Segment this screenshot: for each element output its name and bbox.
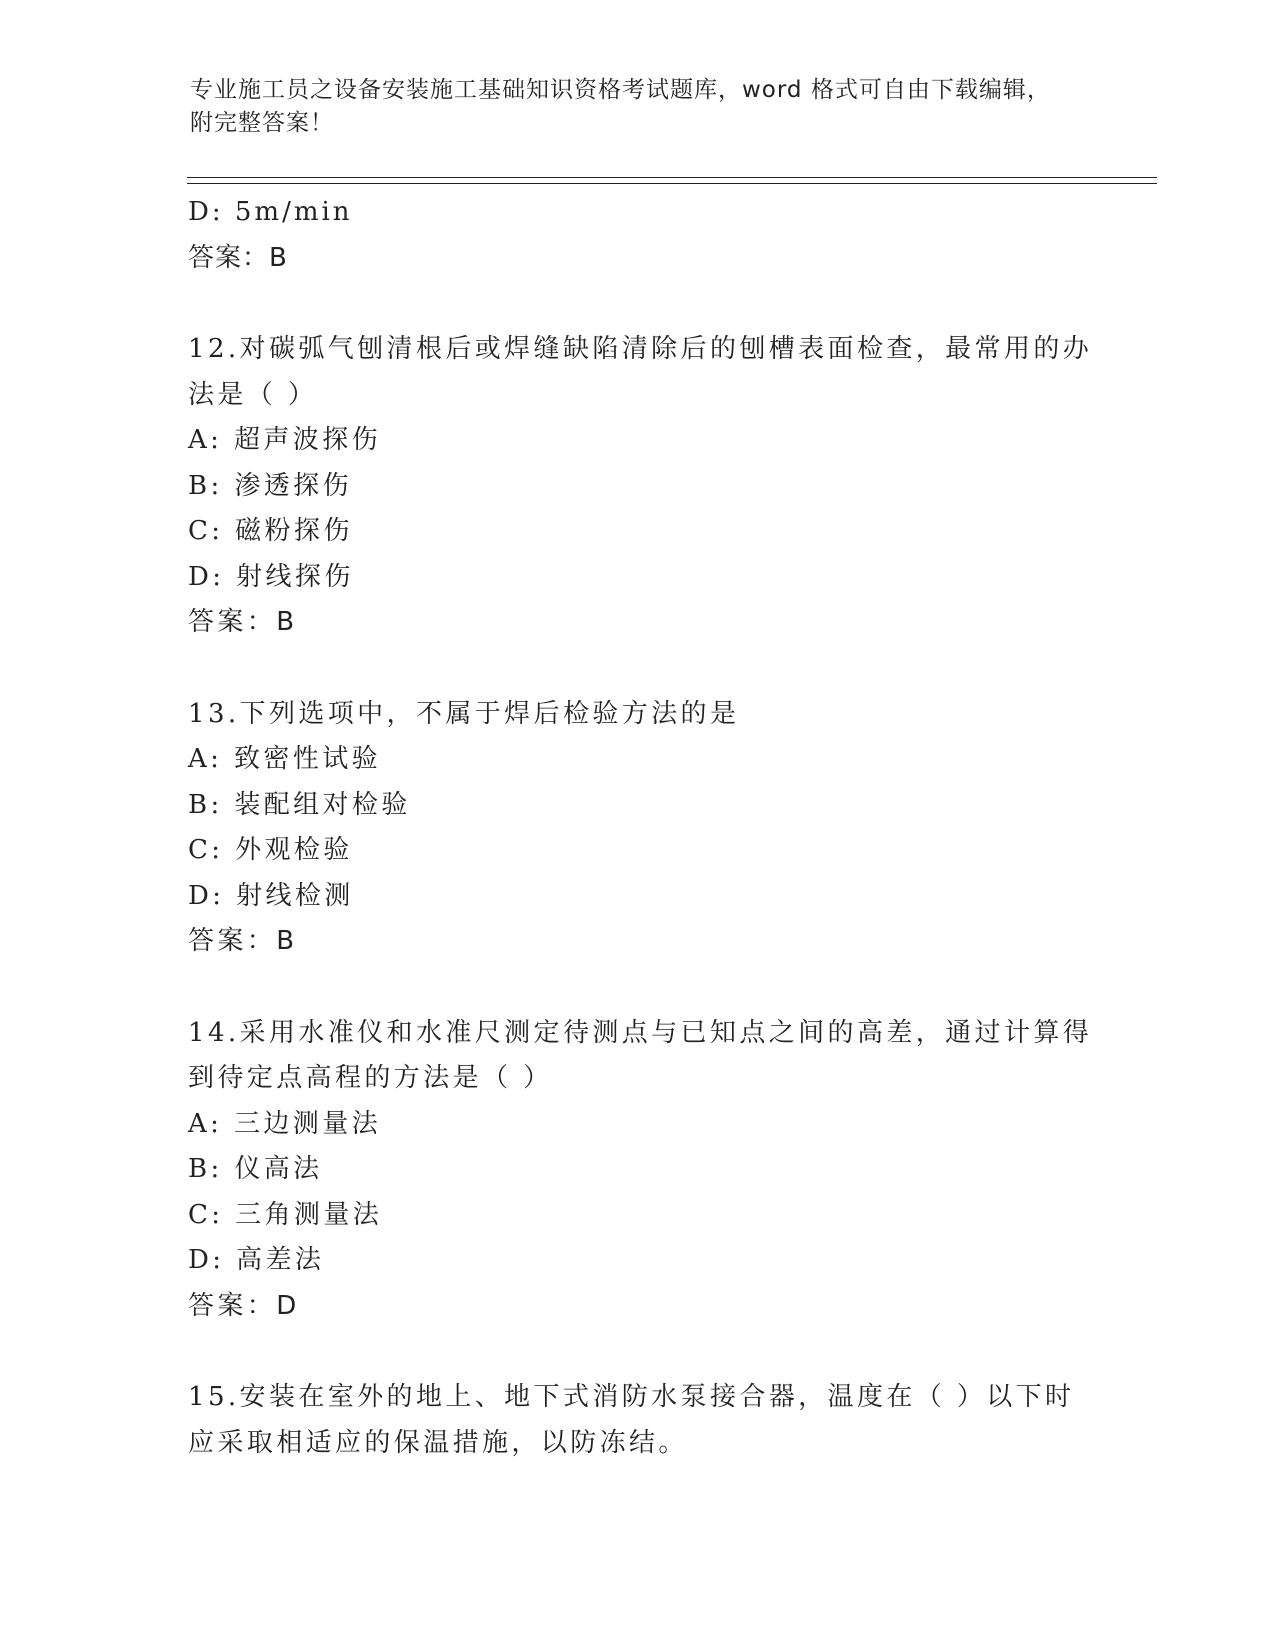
option-b: B: 装配组对检验 [188, 789, 411, 820]
question-stem-line: 应采取相适应的保温措施，以防冻结。 [188, 1427, 688, 1458]
option-c: C: 外观检验 [188, 835, 353, 865]
option-a: A: 超声波探伤 [188, 425, 382, 455]
header-line-1: 专业施工员之设备安装施工基础知识资格考试题库，word 格式可自由下载编辑， [190, 77, 1051, 103]
spacer [188, 1329, 1088, 1375]
option-d: D: 5m/min [188, 197, 353, 227]
question-stem-line: 15.安装在室外的地上、地下式消防水泵接合器，温度在（ ）以下时 [188, 1382, 1075, 1412]
question-stem-line: 法是（ ） [188, 379, 318, 410]
answer-line: 答案：D [188, 1290, 300, 1321]
question-15 [188, 1375, 1088, 1466]
option-c: C: 三角测量法 [188, 1199, 383, 1230]
previous-question-tail [188, 190, 1088, 281]
question-12 [188, 327, 1093, 646]
answer-line: 答案：B [188, 242, 288, 273]
option-d: D: 射线探伤 [188, 561, 354, 592]
question-stem-line: 12.对碳弧气刨清根后或焊缝缺陷清除后的刨槽表面检查，最常用的办 [188, 334, 1093, 364]
option-b: B: 渗透探伤 [188, 470, 352, 501]
header-divider-top [187, 177, 1157, 178]
question-14 [188, 1011, 1093, 1330]
spacer [188, 965, 1088, 1011]
document-header [190, 74, 1090, 140]
spacer [188, 646, 1088, 692]
document-body [188, 190, 1093, 1466]
question-13 [188, 692, 1088, 965]
option-a: A: 三边测量法 [188, 1108, 382, 1139]
header-line-2: 附完整答案！ [190, 110, 334, 136]
question-stem-line: 到待定点高程的方法是（ ） [188, 1063, 553, 1093]
answer-line: 答案：B [188, 607, 298, 637]
spacer [188, 281, 1088, 327]
answer-line: 答案：B [188, 926, 298, 956]
option-b: B: 仪高法 [188, 1154, 323, 1184]
option-c: C: 磁粉探伤 [188, 516, 353, 546]
option-a: A: 致密性试验 [188, 744, 382, 774]
option-d: D: 射线检测 [188, 880, 354, 911]
header-divider-bottom [187, 183, 1157, 184]
question-stem-line: 14.采用水准仪和水准尺测定待测点与已知点之间的高差，通过计算得 [188, 1017, 1093, 1048]
question-stem-line: 13.下列选项中，不属于焊后检验方法的是 [188, 698, 740, 729]
option-d: D: 高差法 [188, 1245, 325, 1275]
